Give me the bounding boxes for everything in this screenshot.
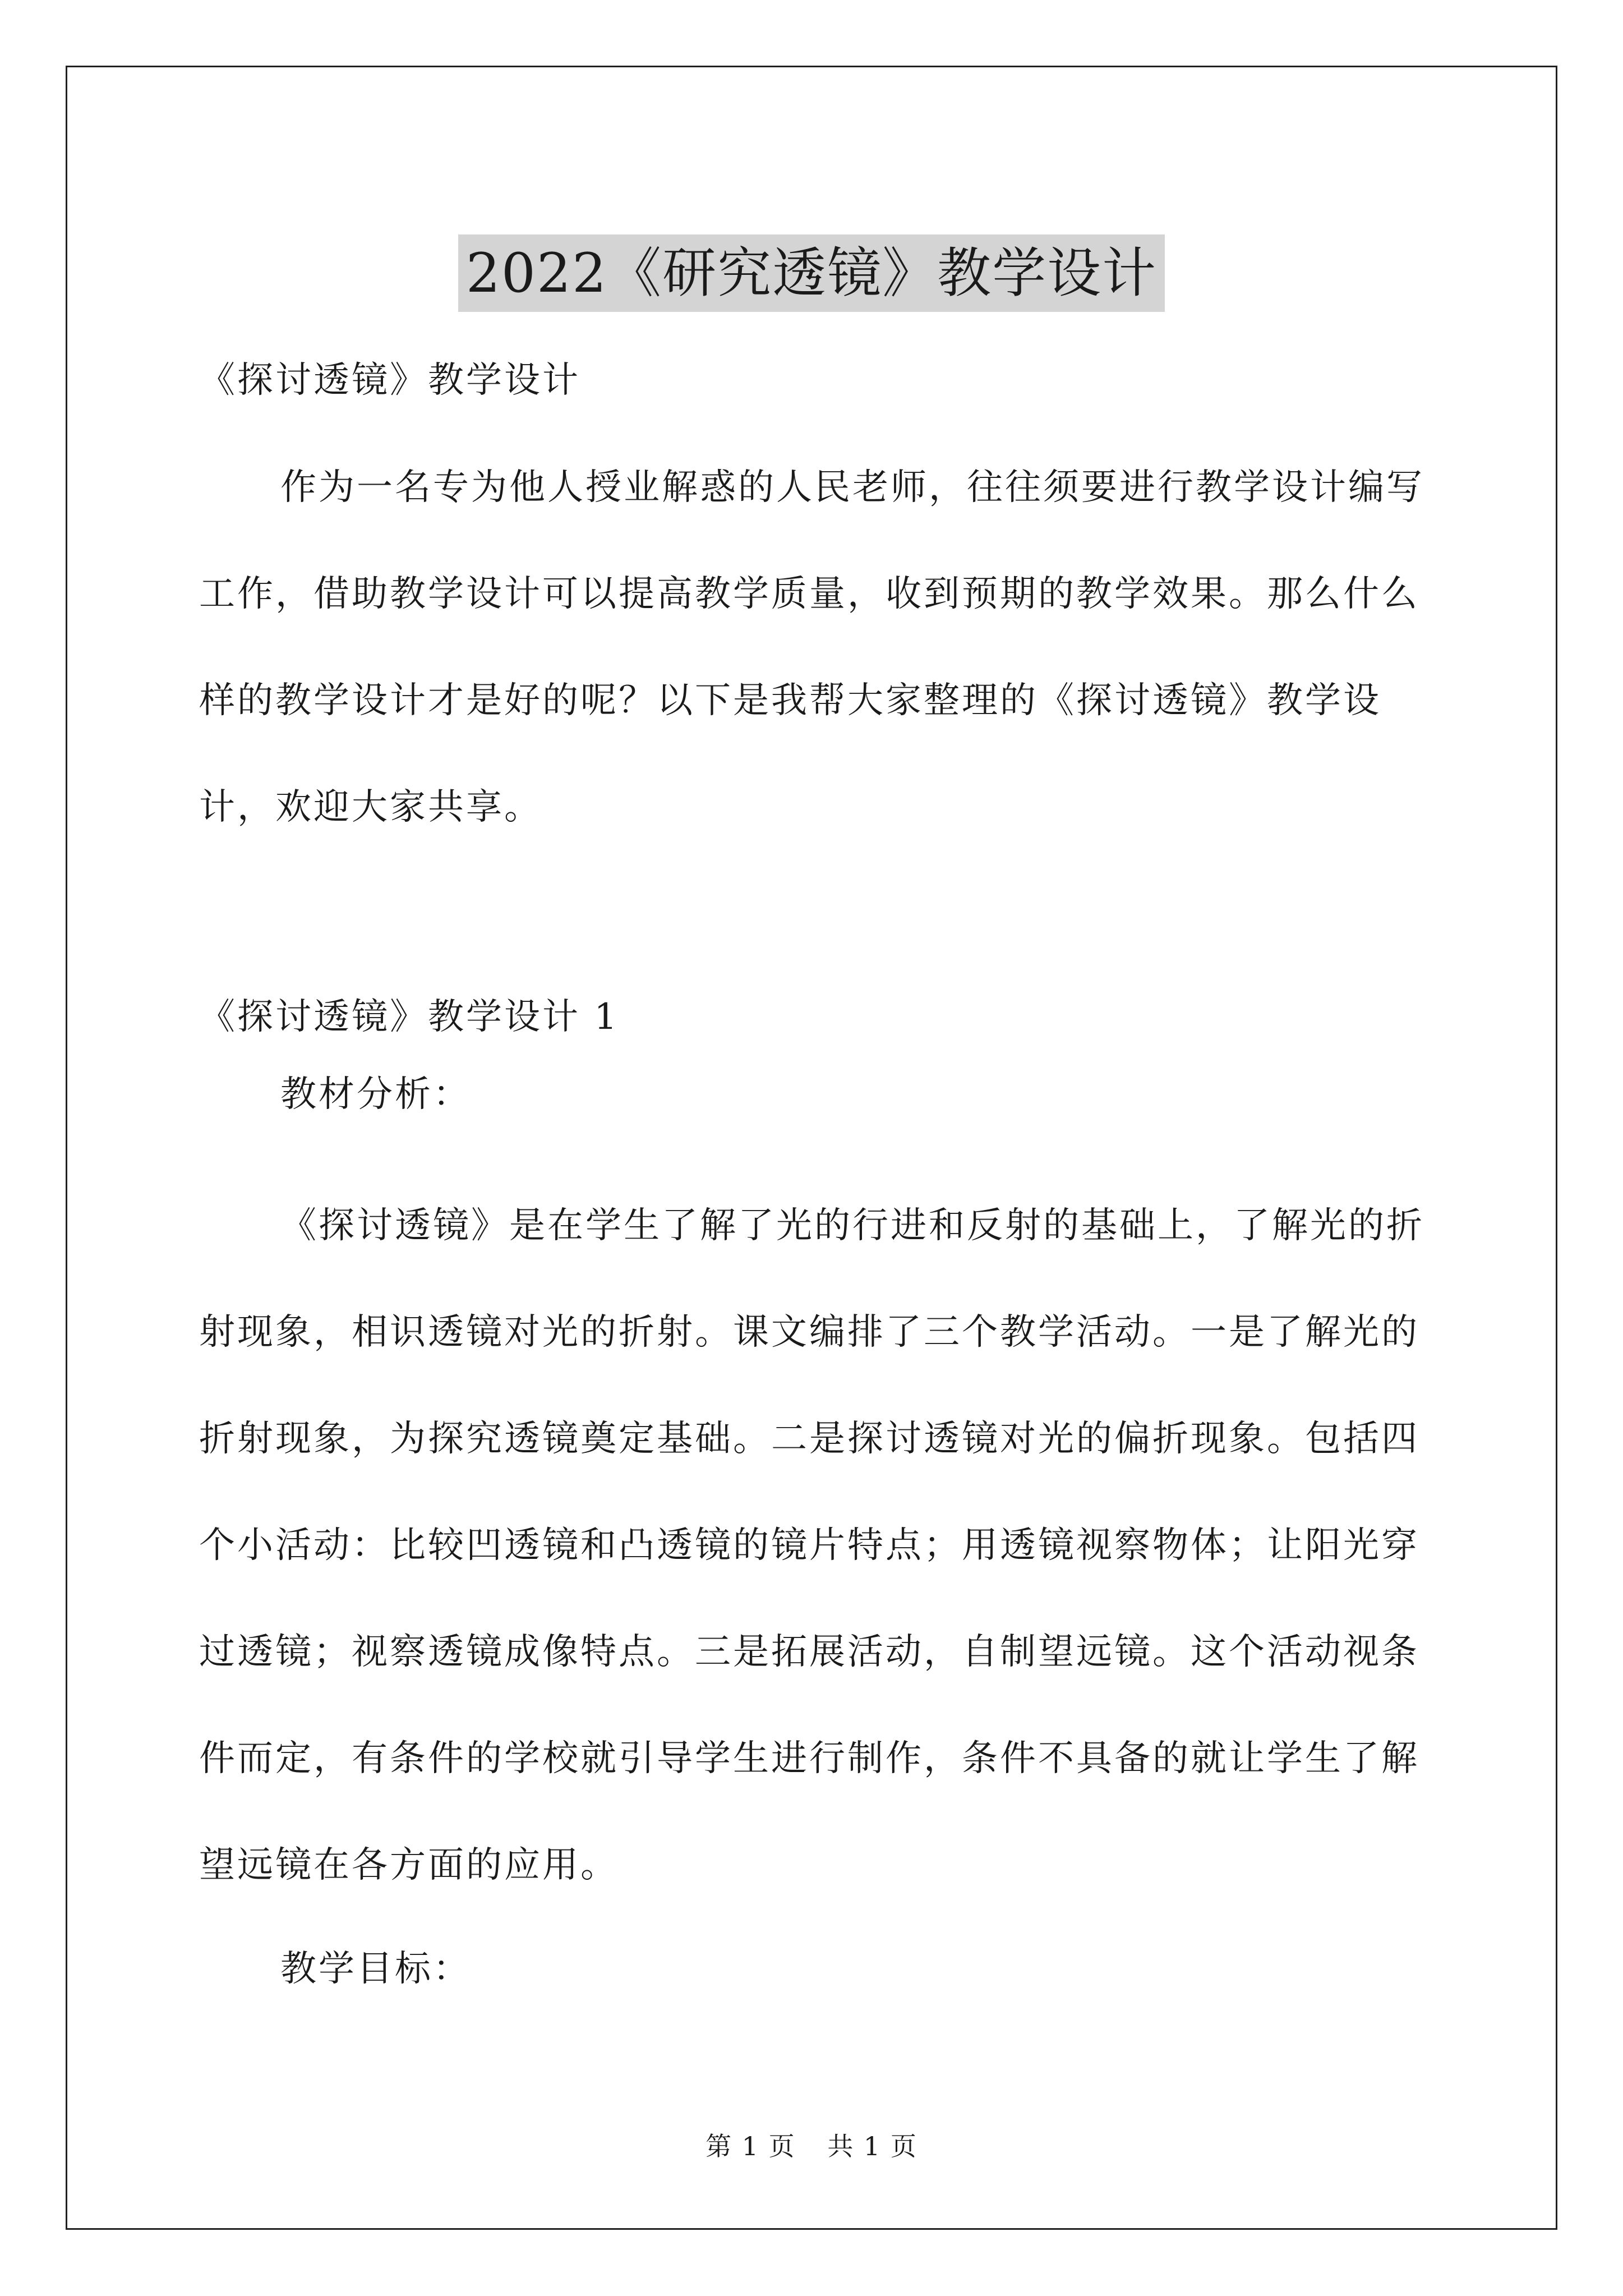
material-analysis-paragraph: 《探讨透镜》是在学生了解了光的行进和反射的基础上，了解光的折射现象，相识透镜对光的折射。课文编排了三个教学活动。一是了解光的折射现象，为探究透镜奠定基础。二是探讨透镜对光的偏折现象。包括四个小活动：比较凹透镜和凸透镜的镜片特点；用透镜视察物体；让阳光穿过透镜；视察透镜成像特点。三是拓展活动，自制望远镜。这个活动视条件而定，有条件的学校就引导学生进行制作，条件不具备的就让学生了解望远镜在各方面的应用。: [199, 1205, 1424, 1886]
page-number-current: 第 1 页: [706, 2131, 796, 2161]
material-analysis-heading: 教材分析：: [280, 1074, 471, 1115]
intro-paragraph: 作为一名专为他人授业解惑的人民老师，往往须要进行教学设计编写工作，借助教学设计可以提高教学质量，收到预期的教学效果。那么什么样的教学设计才是好的呢？以下是我帮大家整理的《探讨透镜》教学设计，欢迎大家共享。: [199, 467, 1424, 828]
teaching-goals-heading: 教学目标：: [280, 1948, 471, 1990]
document-title: 2022《研究透镜》教学设计: [458, 234, 1165, 312]
section-heading: 《探讨透镜》教学设计 1: [199, 996, 620, 1038]
title-container: [0, 199, 1623, 348]
page-number-total: 共 1 页: [827, 2131, 917, 2161]
intro-heading: 《探讨透镜》教学设计: [199, 360, 580, 401]
page-footer: [0, 2129, 1623, 2163]
